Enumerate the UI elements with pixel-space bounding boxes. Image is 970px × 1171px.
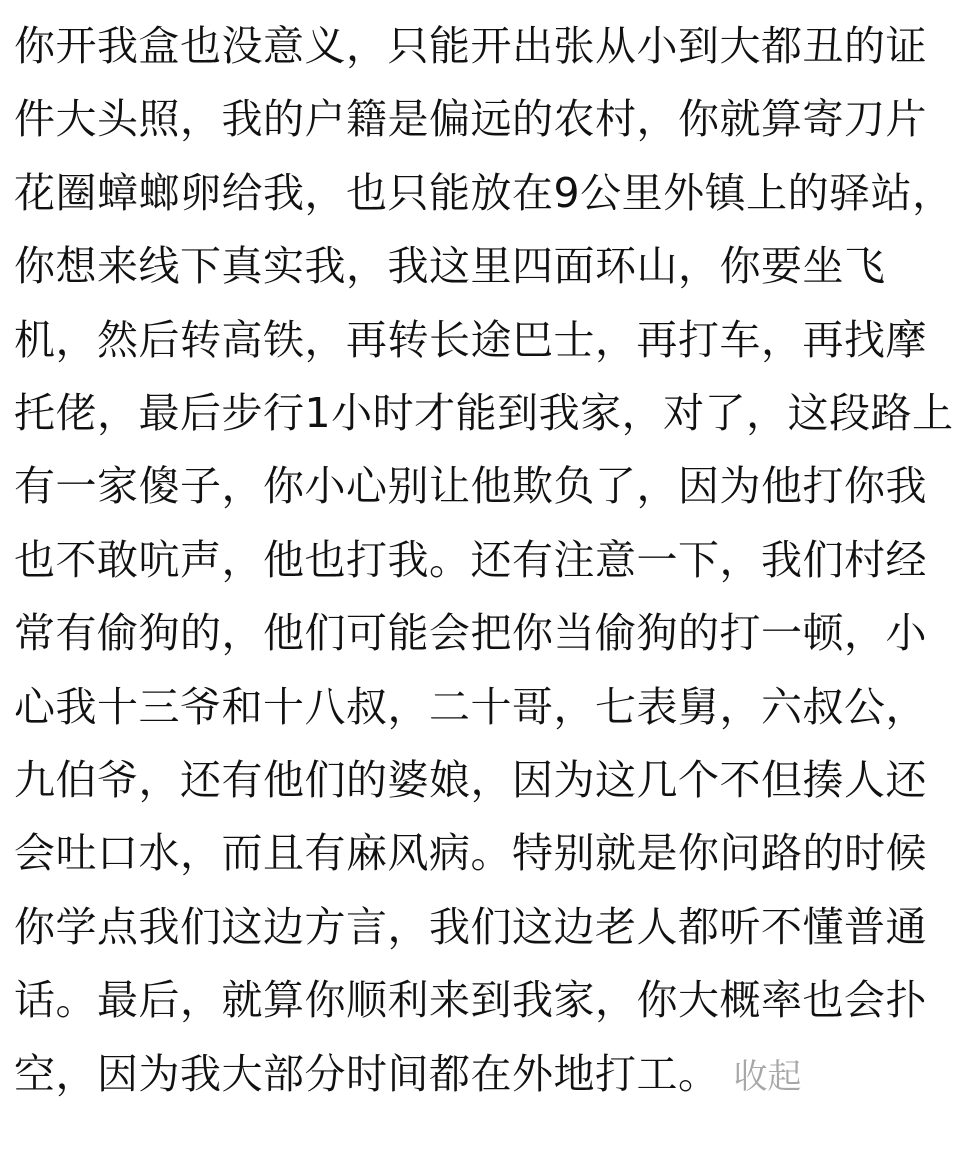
post-text: 你开我盒也没意义，只能开出张从小到大都丑的证件大头照，我的户籍是偏远的农村，你就算寄刀片花圈蟑螂卵给我，也只能放在9公里外镇上的驿站，你想来线下真实我，我这里四面环山，你要坐飞机，然后转高铁，再转长途巴士，再打车，再找摩托佬，最后步行1小时才能到我家，对了，这段路上有一家傻子，你小心别让他欺负了，因为他打你我也不敢吭声，他也打我。还有注意一下，我们村经常有偷狗的，他们可能会把你当偷狗的打一顿，小心我十三爷和十八叔，二十哥，七表舅，六叔公，九伯爷，还有他们的婆娘，因为这几个不但揍人还会吐口水，而且有麻风病。特别就是你问路的时候你学点我们这边方言，我们这边老人都听不懂普通话。最后，就算你顺利来到我家，你大概率也会扑空，因为我大部分时间都在外地打工。 <box>14 22 954 1098</box>
post-body <box>14 0 956 1114</box>
collapse-button[interactable]: 收起 <box>733 1056 802 1097</box>
